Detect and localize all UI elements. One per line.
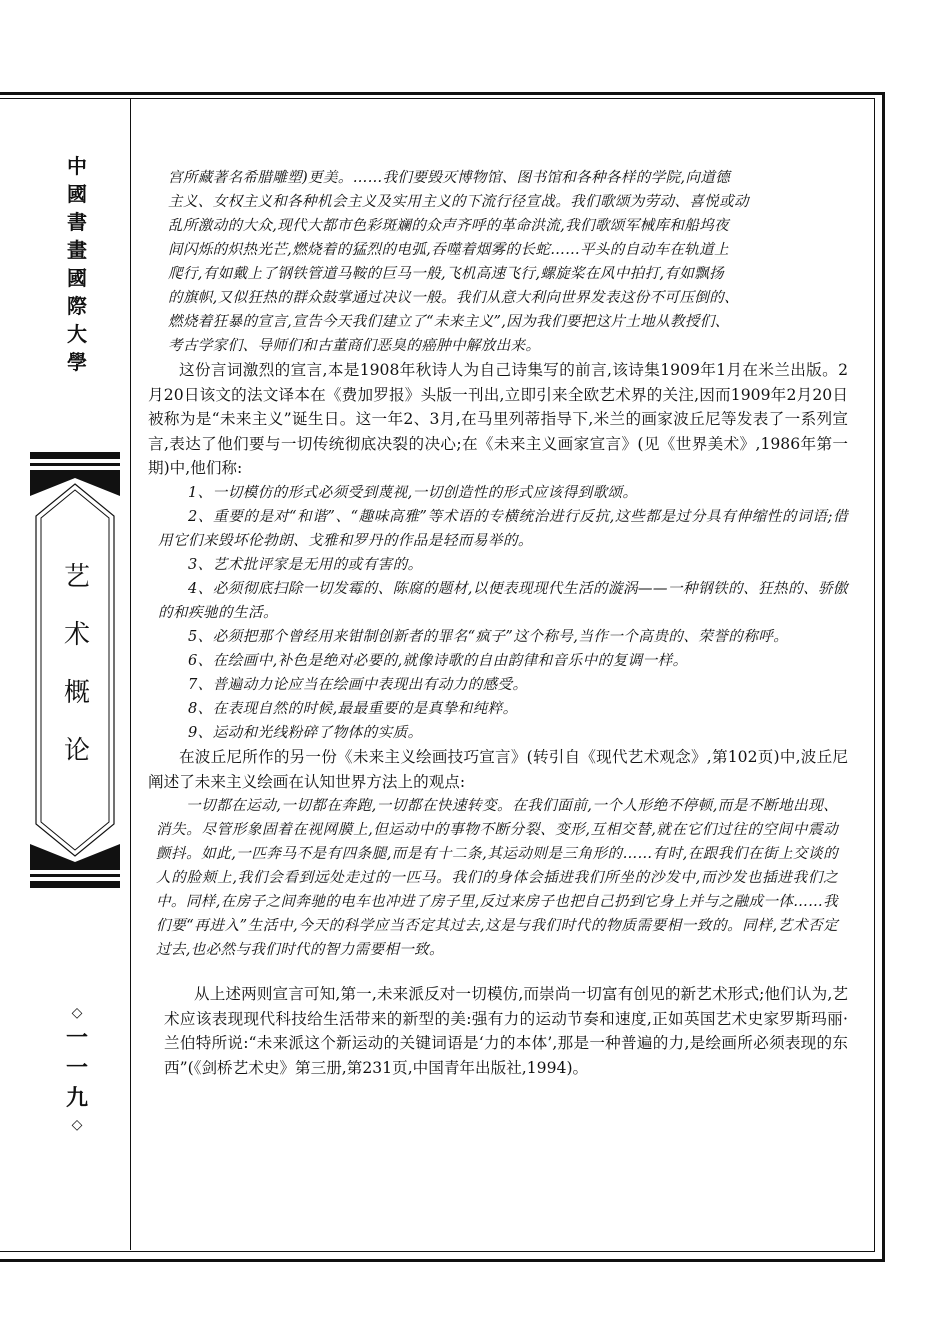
list-item: 9、运动和光线粉碎了物体的实质。 xyxy=(188,723,423,741)
sidebar-divider xyxy=(130,99,131,1250)
list-item: 7、普遍动力论应当在绘画中表现出有动力的感受。 xyxy=(188,675,528,693)
school-name: 中 國 書 畫 國 際 大 學 xyxy=(67,154,87,374)
list-item: 3、艺术批评家是无用的或有害的。 xyxy=(188,555,423,573)
quote-line: 燃烧着狂暴的宣言,宣告今天我们建立了“未来主义”,因为我们要把这片土地从教授们、 xyxy=(168,313,730,330)
list-item: 8、在表现自然的时候,最最重要的是真挚和纯粹。 xyxy=(188,699,518,717)
technique-manifesto-quote: 一切都在运动,一切都在奔跑,一切都在快速转变。在我们面前,一个人形绝不停顿,而是不断地出现、消失。尽管形象固着在视网膜上,但运动中的事物不断分裂、变形,互相交替,就在它们过往的空间中震动颤抖。如此,一匹奔马不是有四条腿,而是有十二条,其运动则是三角形的……有时,在跟我们在街上交谈的人的脸颊上,我们会看到远处走过的一匹马。我们的身体会插进我们所坐的沙发中,而沙发也插进我们之中。同样,在房子之间奔驰的电车也冲进了房子里,反过来房子也把自己扔到它身上并与之融成一体……我们要“再进入”生活中,今天的科学应当否定其过去,这是与我们时代的物质需要相一致的。同样,艺术否定过去,也必然与我们时代的智力需要相一致。 xyxy=(156,797,838,959)
quote-line: 考古学家们、导师们和古董商们恶臭的癌肿中解放出来。 xyxy=(168,337,541,354)
body-paragraph: 这份言词激烈的宣言,本是1908年秋诗人为自己诗集写的前言,该诗集1909年1月在米兰出版。2月20日该文的法文译本在《费加罗报》头版一刊出,立即引来全欧艺术界的关注,因而1909年2月20日被称为是“未来主义”诞生日。这一年2、3月,在马里列蒂指导下,米兰的画家波丘尼等发表了一系列宣言,表达了他们要与一切传统彻底决裂的决心;在《未来主义画家宣言》(见《世界美术》,1986年第一期)中,他们称: xyxy=(148,361,848,478)
list-item: 5、必须把那个曾经用来钳制创新者的罪名“疯子”这个称号,当作一个高贵的、荣誉的称呼。 xyxy=(188,627,789,645)
body-paragraph: 在波丘尼所作的另一份《未来主义绘画技巧宣言》(转引自《现代艺术观念》,第102页)中,波丘尼阐述了未来主义绘画在认知世界方法上的观点: xyxy=(148,747,848,791)
page-body xyxy=(148,166,848,1081)
page-number: ◇ 一 一 九 ◇ xyxy=(60,1002,94,1136)
quote-line: 主义、女权主义和各种机会主义及实用主义的下流行径宣战。我们歌颂为劳动、喜悦或动 xyxy=(168,193,749,210)
quote-line: 宫所藏著名希腊雕塑)更美。……我们要毁灭博物馆、图书馆和各种各样的学院,向道德 xyxy=(168,169,731,186)
book-title: 艺 术 概 论 xyxy=(63,562,90,766)
quote-line: 乱所激动的大众,现代大都市色彩斑斓的众声齐呼的革命洪流,我们歌颂军械库和船坞夜 xyxy=(168,217,729,234)
manifesto-quote xyxy=(148,166,848,358)
quote-line: 爬行,有如戴上了钢铁管道马鞍的巨马一般,飞机高速飞行,螺旋桨在风中拍打,有如飘扬 xyxy=(168,265,724,282)
list-item: 2、重要的是对“和谐”、“趣味高雅”等术语的专横统治进行反抗,这些都是过分具有伸缩性的词语;借用它们来毁坏伦勃朗、戈雅和罗丹的作品是轻而易举的。 xyxy=(158,507,848,549)
list-item: 4、必须彻底扫除一切发霉的、陈腐的题材,以便表现现代生活的漩涡——一种钢铁的、狂热的、骄傲的和疾驰的生活。 xyxy=(158,579,848,621)
quote-line: 间闪烁的炽热光芒,燃烧着的猛烈的电弧,吞噬着烟雾的长蛇……平头的自动车在轨道上 xyxy=(168,241,729,258)
diamond-icon: ◇ xyxy=(71,1005,83,1021)
diamond-icon: ◇ xyxy=(71,1117,83,1133)
quote-line: 的旗帜,又似狂热的群众鼓掌通过决议一般。我们从意大利向世界发表这份不可压倒的、 xyxy=(168,289,739,306)
body-paragraph: 从上述两则宣言可知,第一,未来派反对一切模仿,而崇尚一切富有创见的新艺术形式;他们认为,艺术应该表现现代科技给生活带来的新型的美:强有力的运动节奏和速度,正如英国艺术史家罗斯玛丽·兰伯特所说:“未来派这个新运动的关键词语是‘力的本体’,那是一种普遍的力,是绘画所必须表现的东西”(《剑桥艺术史》第三册,第231页,中国青年出版社,1994)。 xyxy=(164,985,848,1077)
list-item: 6、在绘画中,补色是绝对必要的,就像诗歌的自由韵律和音乐中的复调一样。 xyxy=(188,651,688,669)
list-item: 1、一切模仿的形式必须受到蔑视,一切创造性的形式应该得到歌颂。 xyxy=(188,483,638,501)
manifesto-list xyxy=(148,481,848,745)
